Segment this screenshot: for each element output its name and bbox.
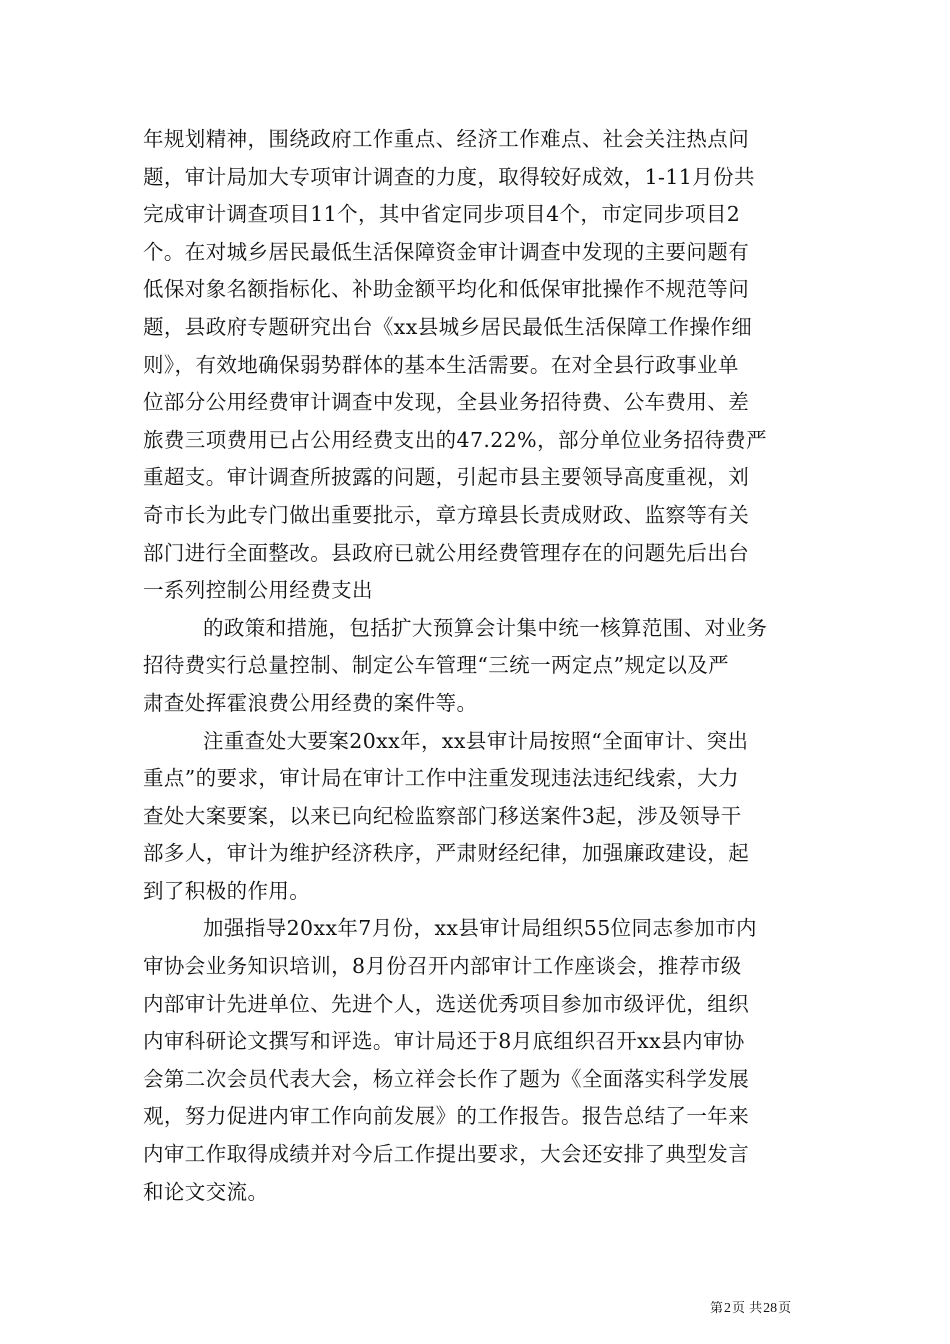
text-line: 一系列控制公用经费支出	[143, 578, 373, 603]
text-line: 个。在对城乡居民最低生活保障资金审计调查中发现的主要问题有	[143, 239, 750, 264]
text-line: 内审工作取得成绩并对今后工作提出要求，大会还安排了典型发言	[143, 1142, 750, 1167]
footer-middle: 页 共	[732, 1301, 763, 1316]
text-line: 部门进行全面整改。县政府已就公用经费管理存在的问题先后出台	[143, 540, 750, 565]
text-line: 会第二次会员代表大会，杨立祥会长作了题为《全面落实科学发展	[143, 1066, 750, 1091]
footer-suffix: 页	[778, 1301, 792, 1316]
total-page-count: 28	[763, 1301, 778, 1316]
text-line: 和论文交流。	[143, 1179, 269, 1204]
text-line: 年规划精神，围绕政府工作重点、经济工作难点、社会关注热点问	[143, 127, 750, 151]
text-line: 奇市长为此专门做出重要批示，章方璋县长责成财政、监察等有关	[143, 502, 750, 527]
current-page-number: 2	[724, 1301, 732, 1316]
text-line: 重超支。审计调查所披露的问题，引起市县主要领导高度重视，刘	[143, 465, 750, 490]
footer-prefix: 第	[710, 1301, 724, 1316]
text-line: 肃查处挥霍浪费公用经费的案件等。	[143, 690, 478, 715]
text-line: 题，审计局加大专项审计调查的力度，取得较好成效，1-11月份共	[143, 164, 755, 189]
text-line: 位部分公用经费审计调查中发现，全县业务招待费、公车费用、差	[143, 390, 750, 415]
text-line: 观，努力促进内审工作向前发展》的工作报告。报告总结了一年来	[143, 1104, 750, 1129]
text-line: 注重查处大要案20xx年，xx县审计局按照“全面审计、突出	[203, 728, 749, 753]
text-line: 内部审计先进单位、先进个人，选送优秀项目参加市级评优，组织	[143, 991, 750, 1016]
text-line: 低保对象名额指标化、补助金额平均化和低保审批操作不规范等问	[143, 277, 750, 302]
text-line: 的政策和措施，包括扩大预算会计集中统一核算范围、对业务	[203, 615, 768, 640]
text-line: 则》，有效地确保弱势群体的基本生活需要。在对全县行政事业单	[143, 352, 739, 377]
text-line: 招待费实行总量控制、制定公车管理“三统一两定点”规定以及严	[143, 653, 730, 678]
text-line: 到了积极的作用。	[143, 878, 311, 903]
text-line: 题，县政府专题研究出台《xx县城乡居民最低生活保障工作操作细	[143, 314, 753, 339]
text-line: 加强指导20xx年7月份，xx县审计局组织55位同志参加市内	[203, 916, 757, 941]
text-line: 查处大案要案，以来已向纪检监察部门移送案件3起，涉及领导干	[143, 803, 742, 828]
page-number-footer	[710, 1301, 791, 1317]
text-line: 部多人，审计为维护经济秩序，严肃财经纪律，加强廉政建设，起	[143, 841, 750, 866]
body-text	[143, 121, 808, 1211]
text-line: 完成审计调查项目11个，其中省定同步项目4个，市定同步项目2	[143, 202, 741, 227]
text-line: 重点”的要求，审计局在审计工作中注重发现违法违纪线索，大力	[143, 766, 740, 791]
text-line: 审协会业务知识培训，8月份召开内部审计工作座谈会，推荐市级	[143, 954, 742, 979]
text-line: 旅费三项费用已占公用经费支出的47.22%，部分单位业务招待费严	[143, 427, 767, 452]
text-line: 内审科研论文撰写和评选。审计局还于8月底组织召开xx县内审协	[143, 1029, 745, 1054]
